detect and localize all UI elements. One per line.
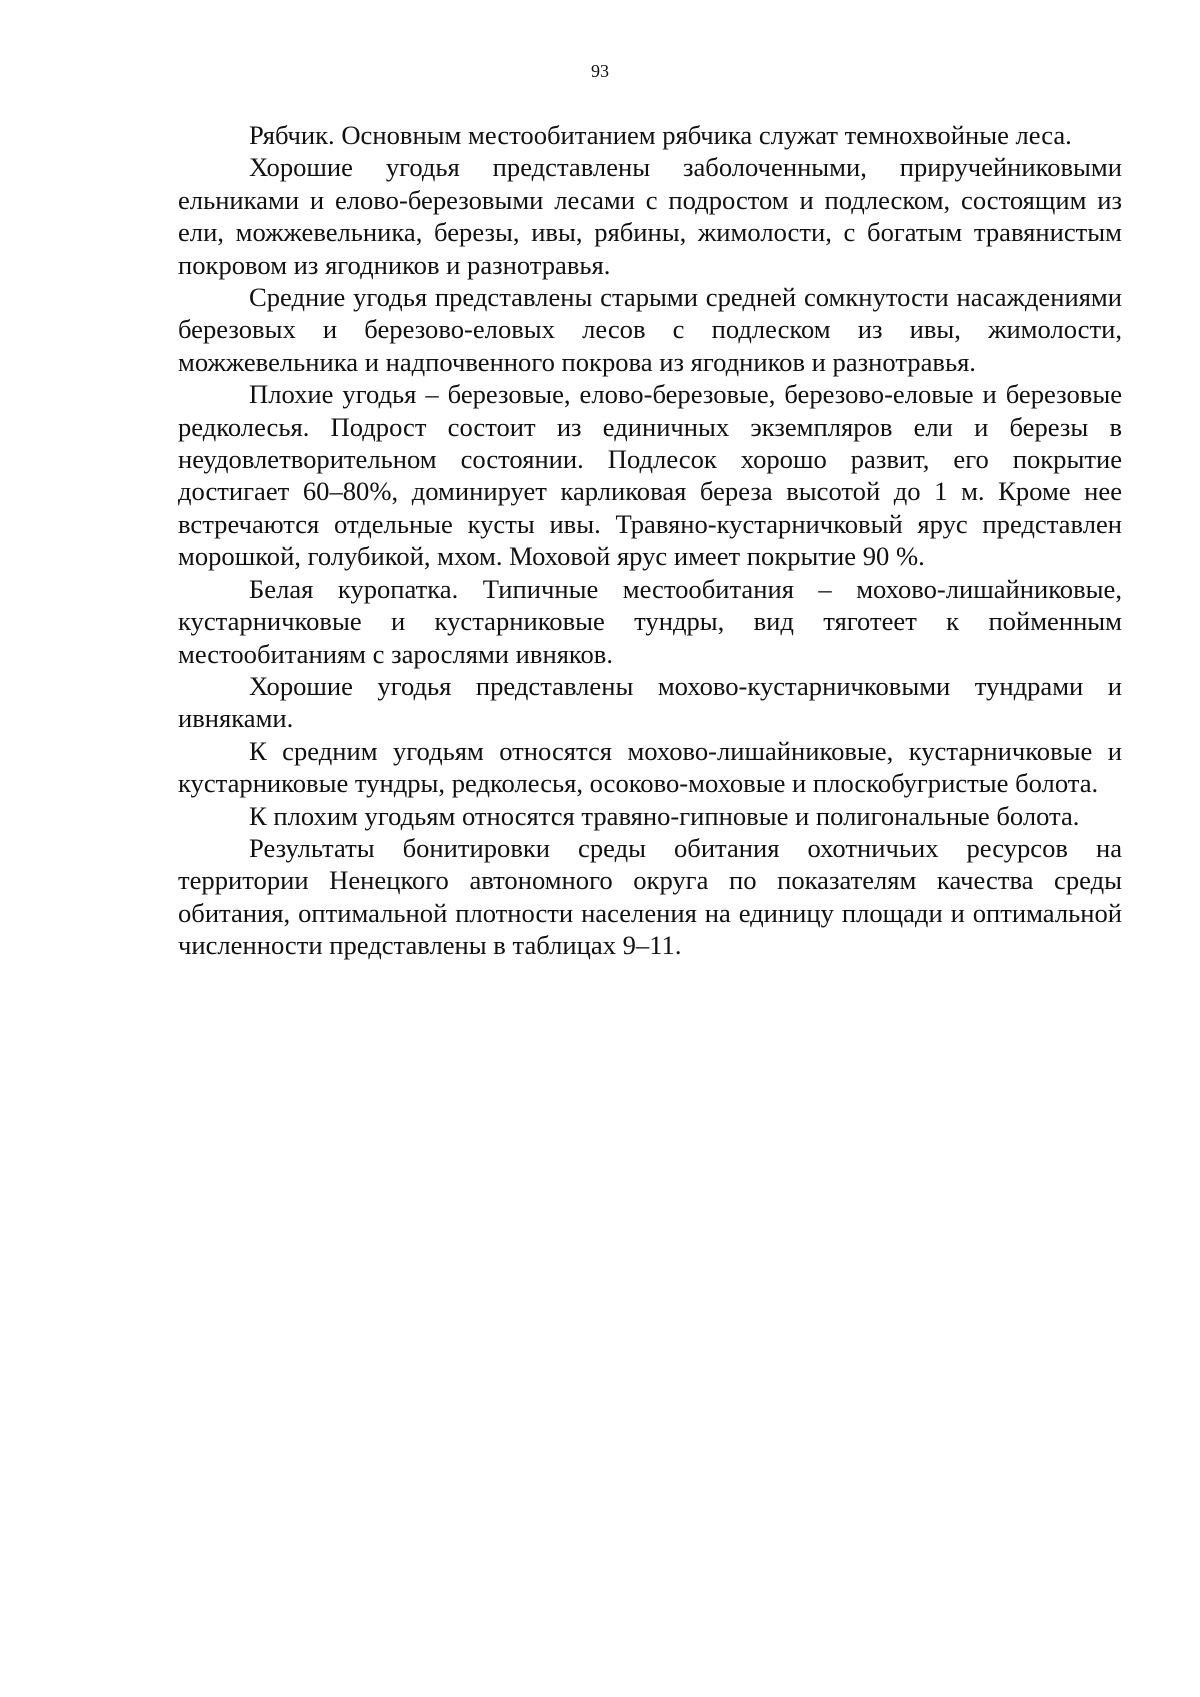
paragraph-hazel-grouse-habitat: Рябчик. Основным местообитанием рябчика служат темнохвойные леса. <box>249 120 1072 150</box>
paragraph-hazel-grouse-good-grounds: Хорошие угодья представлены заболоченными, приручейниковыми ельниками и елово-березовыми лесами с подростом и подлеском, состоящим из ели, можжевельника, березы, ивы, рябины, жимолости, с богатым травянистым покровом из ягодников и разнотравья. <box>178 152 1122 280</box>
paragraph-willow-ptarmigan-habitat: Белая куропатка. Типичные местообитания – мохово-лишайниковые, кустарничковые и кустарниковые тундры, вид тяготеет к пойменным местообитаниям с зарослями ивняков. <box>178 573 1122 669</box>
paragraph-willow-ptarmigan-good-grounds: Хорошие угодья представлены мохово-кустарничковыми тундрами и ивняками. <box>178 670 1122 734</box>
page-number: 93 <box>591 61 609 81</box>
paragraph-hazel-grouse-poor-grounds: Плохие угодья – березовые, елово-березовые, березово-еловые и березовые редколесья. Подрост состоит из единичных экземпляров ели и березы в неудовлетворительном состоянии. Подлесок хорошо развит, его покрытие достигает 60–80%, доминирует карликовая береза высотой до 1 м. Кроме нее встречаются отдельные кусты ивы. Травяно-кустарничковый ярус представлен морошкой, голубикой, мхом. Моховой ярус имеет покрытие 90 %. <box>178 379 1122 572</box>
document-body <box>178 119 1122 962</box>
paragraph-hazel-grouse-medium-grounds: Средние угодья представлены старыми средней сомкнутости насаждениями березовых и березово-еловых лесов с подлеском из ивы, жимолости, можжевельника и надпочвенного покрова из ягодников и разнотравья. <box>178 282 1122 377</box>
paragraph-willow-ptarmigan-medium-grounds: К средним угодьям относятся мохово-лишайниковые, кустарничковые и кустарниковые тундры, редколесья, осоково-моховые и плоскобугристые болота. <box>178 735 1122 799</box>
paragraph-willow-ptarmigan-poor-grounds: К плохим угодьям относятся травяно-гипновые и полигональные болота. <box>249 800 1080 831</box>
paragraph-bonitation-results: Результаты бонитировки среды обитания охотничьих ресурсов на территории Ненецкого автономного округа по показателям качества среды обитания, оптимальной плотности населения на единицу площади и оптимальной численности представлены в таблицах 9–11. <box>178 832 1122 961</box>
